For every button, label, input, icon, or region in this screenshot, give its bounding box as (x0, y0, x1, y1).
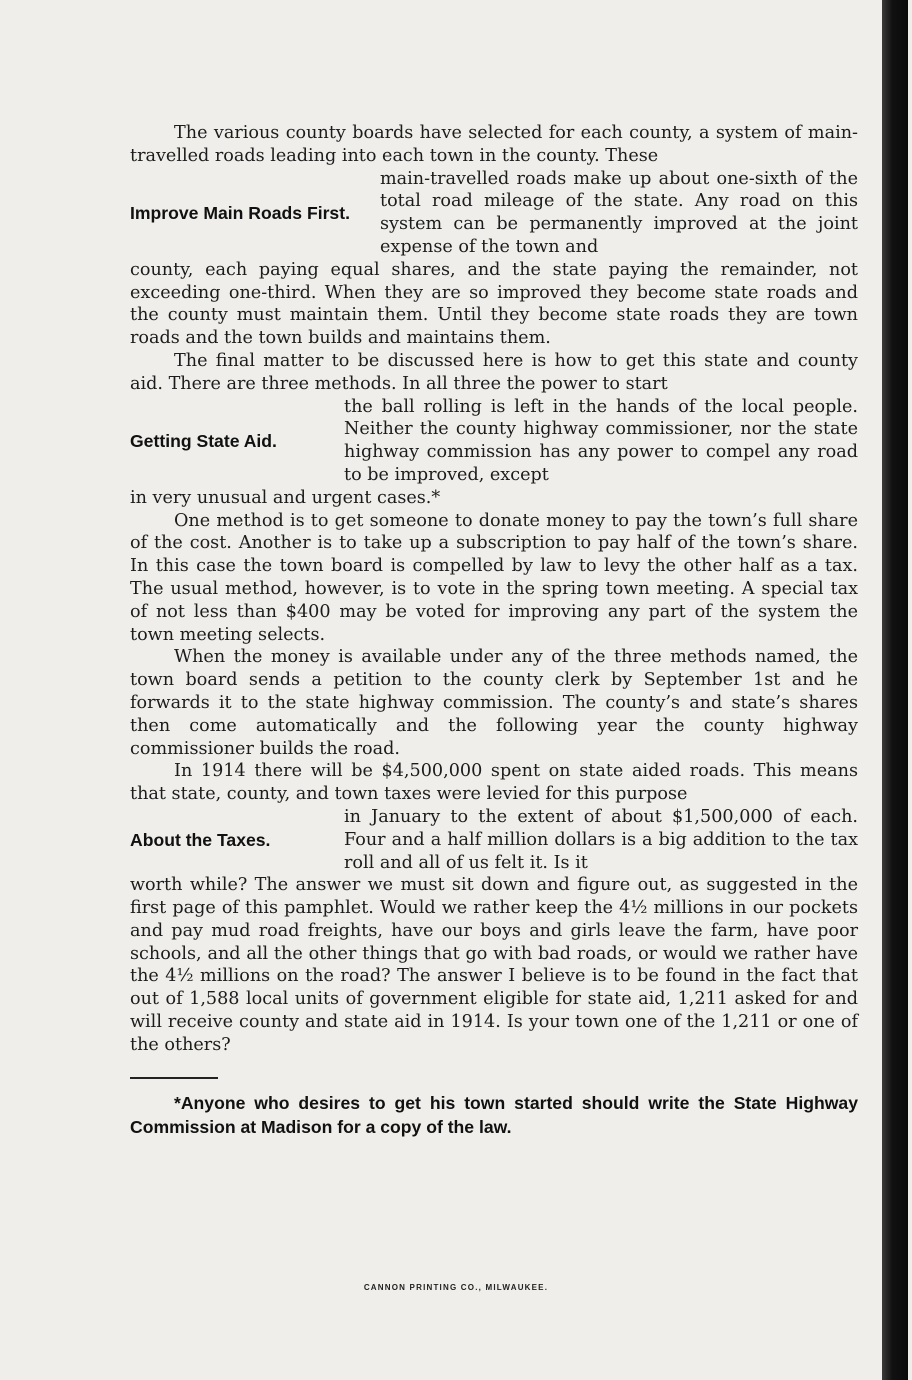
paragraph-3: One method is to get someone to donate money to pay the town’s full share of the cost. Another is to take up a subscription to pay half of the town’s share. In this case the town board is compelled by law to levy the other half as a tax. The usual method, however, is to vote in the spring town meeting. A special tax of not less than $400 may be voted for improving any part of the system the town meeting selects. (130, 510, 858, 645)
paragraph-4: When the money is available under any of the three methods named, the town board sends a petition to the county clerk by September 1st and he forwards it to the state highway commission. The county’s and state’s shares then come automatically and the following year the county highway commissioner builds the road. (130, 647, 858, 759)
text-column (130, 122, 858, 1139)
side-heading-taxes: About the Taxes. (130, 829, 271, 850)
sidenote-block-taxes (130, 806, 858, 874)
page-edge-shadow (882, 0, 908, 1380)
paragraph-5-side: in January to the extent of about $1,500,000 of each. Four and a half million dollars is a big addition to the tax roll and all of us felt it. Is it (344, 806, 858, 873)
printer-imprint: CANNON PRINTING CO., MILWAUKEE. (363, 1283, 549, 1292)
paragraph-5-rest: worth while? The answer we must sit down and figure out, as suggested in the first page of this pamphlet. Would we rather keep the 4½ millions in our pockets and pay mud road freights, have our boys and girls leave the farm, have poor schools, and all the other things that go with bad roads, or would we rather have the 4½ millions on the road? The answer I believe is to be found in the fact that out of 1,588 local units of government eligible for state aid, 1,211 asked for and will receive county and state aid in 1914. Is your town one of the 1,211 or one of the others? (130, 875, 858, 1055)
footnote: *Anyone who desires to get his town started should write the State Highway Commission at Madison for a copy of the law. (130, 1092, 858, 1137)
side-heading-state-aid: Getting State Aid. (130, 430, 277, 451)
paragraph-2-lead: The final matter to be discussed here is how to get this state and county aid. There are three methods. In all three the power to start (130, 350, 858, 394)
paragraph-1-rest: county, each paying equal shares, and the state paying the remainder, not exceeding one-third. When they are so improved they become state roads and the county must maintain them. Until they become state roads they are town roads and the town builds and maintains them. (130, 259, 858, 349)
paragraph-5-lead: In 1914 there will be $4,500,000 spent on state aided roads. This means that state, county, and town taxes were levied for this purpose (130, 761, 858, 805)
paragraph-1-side: main-travelled roads make up about one-sixth of the total road mileage of the state. Any road on this system can be permanently improved at the joint expense of the town and (380, 168, 858, 257)
sidenote-block-improve-roads (130, 168, 858, 259)
paragraph-1-lead: The various county boards have selected for each county, a system of main-travelled roads leading into each town in the county. These (130, 123, 858, 166)
sidenote-block-state-aid (130, 396, 858, 487)
side-heading-improve-roads: Improve Main Roads First. (130, 202, 350, 223)
footnote-divider (130, 1077, 218, 1079)
paragraph-2-side: the ball rolling is left in the hands of the local people. Neither the county highway commissioner, nor the state highway commission has any power to compel any road to be improved, except (344, 396, 858, 485)
paragraph-2-rest: in very unusual and urgent cases.* (130, 487, 441, 508)
